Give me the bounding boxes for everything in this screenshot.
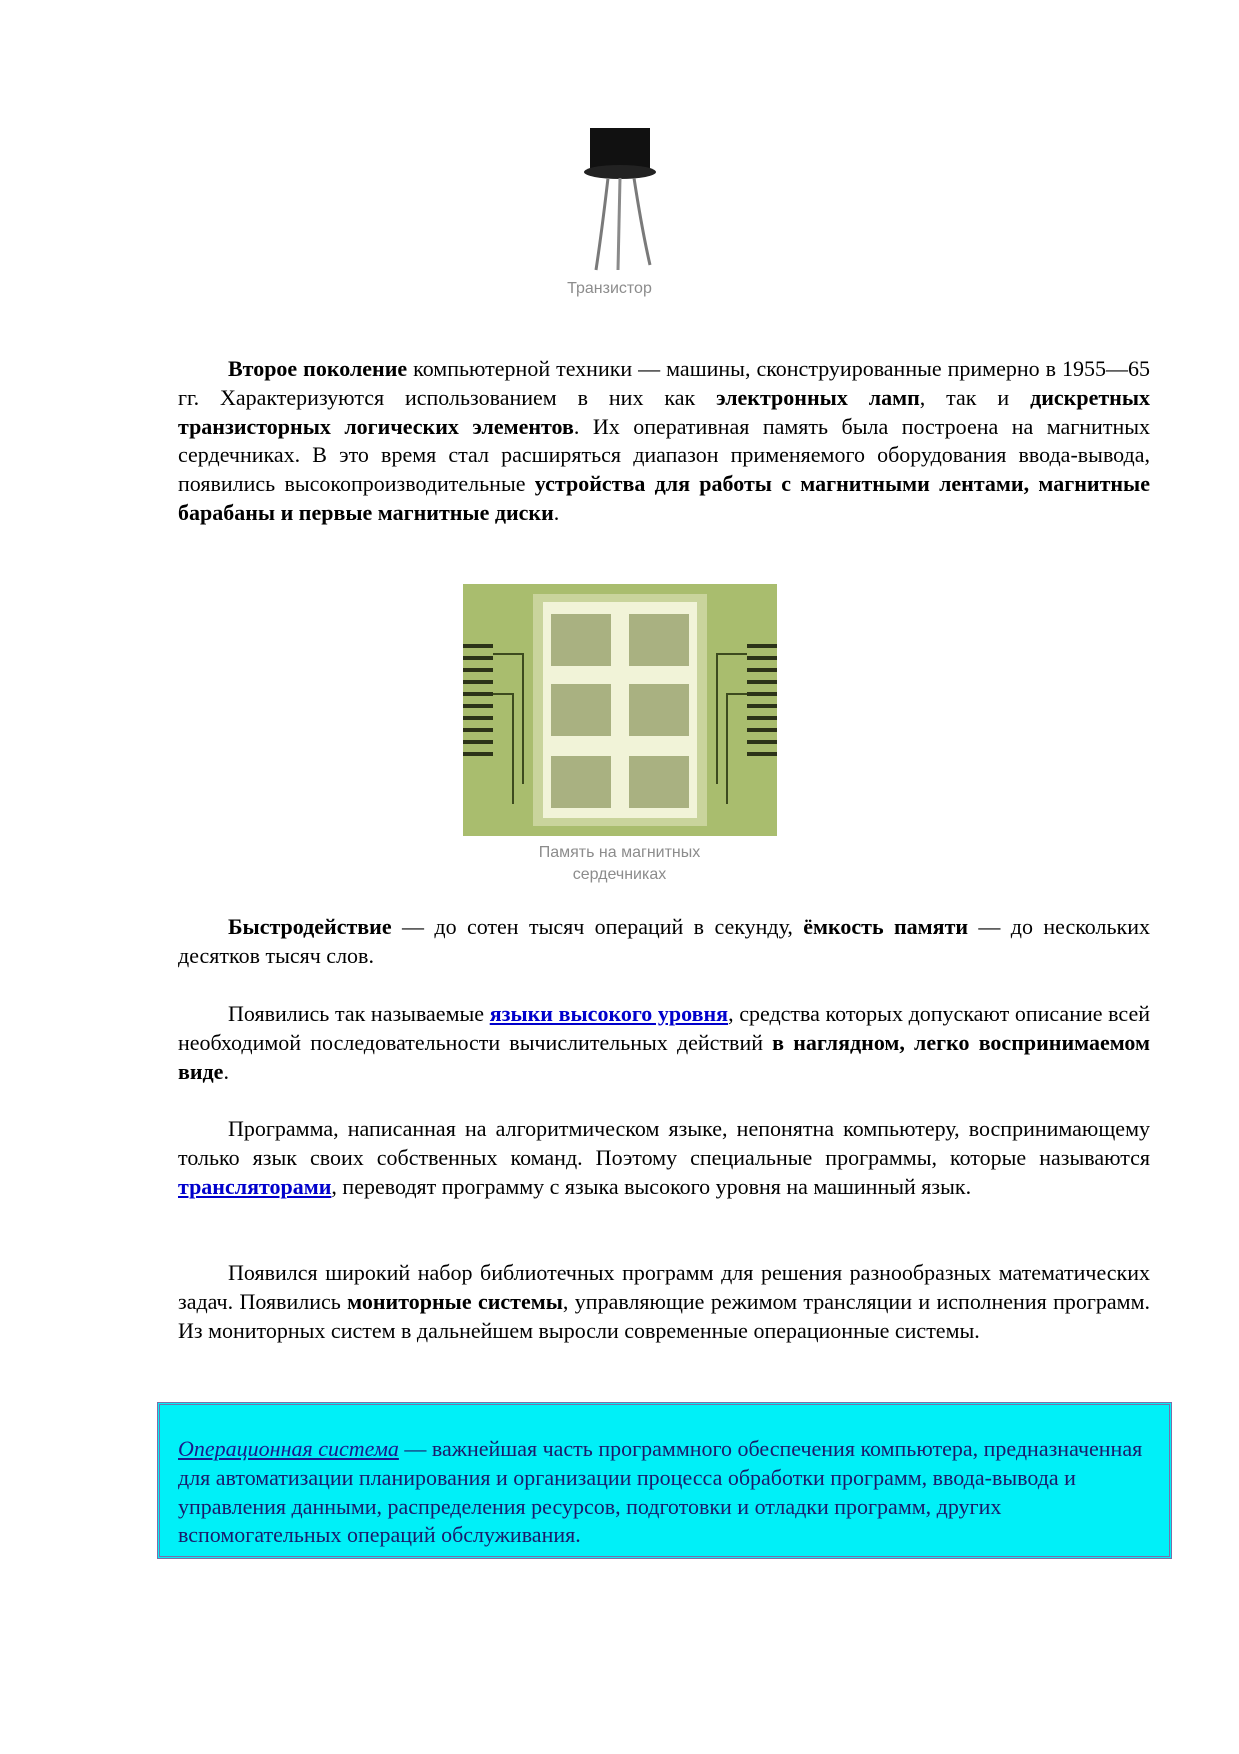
core-memory-caption-line1: Память на магнитных: [538, 844, 701, 861]
paragraph-monitor-systems: Появился широкий набор библиотечных программ для решения разнообразных математических задач. Появились мониторные системы, управляющие режимом трансляции и исполнения программ. Из мониторных систем в дальнейшем выросли современные операционные системы.: [178, 1260, 1151, 1343]
transistor-caption: Транзистор: [567, 280, 652, 297]
os-term[interactable]: Операционная система: [178, 1436, 399, 1461]
paragraph-high-level-languages: Появились так называемые языки высокого уровня, средства которых допускают описание всей необходимой последовательности вычислительных действий в наглядном, легко воспринимаемом виде.: [178, 1001, 1150, 1084]
transistor-image: [560, 120, 680, 280]
os-definition-box: [157, 1402, 1172, 1559]
transistor-figure: [0, 120, 1239, 300]
paragraph-translators: Программа, написанная на алгоритмическом языке, непонятна компьютеру, воспринимающему только язык своих собственных команд. Поэтому специальные программы, которые называются трансляторами, переводят программу с языка высокого уровня на машинный язык.: [178, 1116, 1150, 1199]
high-level-languages-link[interactable]: языки высокого уровня: [489, 1001, 729, 1026]
translators-link[interactable]: трансляторами: [178, 1173, 332, 1199]
core-memory-figure: [0, 584, 1239, 886]
os-definition-text: — важнейшая часть программного обеспечения компьютера, предназначенная для автоматизации планирования и организации процесса обработки программ, ввода-вывода и управления данными, распределения ресурсов, подготовки и отладки программ, других вспомогательных операций обслуживания.: [178, 1436, 1143, 1548]
core-memory-caption-line2: сердечниках: [572, 866, 667, 883]
core-memory-image: [463, 584, 777, 836]
paragraph-second-generation: Второе поколение компьютерной техники — машины, сконструированные примерно в 1955—65 гг. Характеризуются использованием в них как электронных ламп, так и дискретных транзисторных логических элементов. Их оперативная память была построена на магнитных сердечниках. В это время стал расширяться диапазон применяемого оборудования ввода-вывода, появились высокопроизводительные устройства для работы с магнитными лентами, магнитные барабаны и первые магнитные диски.: [178, 356, 1151, 525]
paragraph-performance: Быстродействие — до сотен тысяч операций в секунду, ёмкость памяти — до нескольких десятков тысяч слов.: [178, 914, 1150, 968]
